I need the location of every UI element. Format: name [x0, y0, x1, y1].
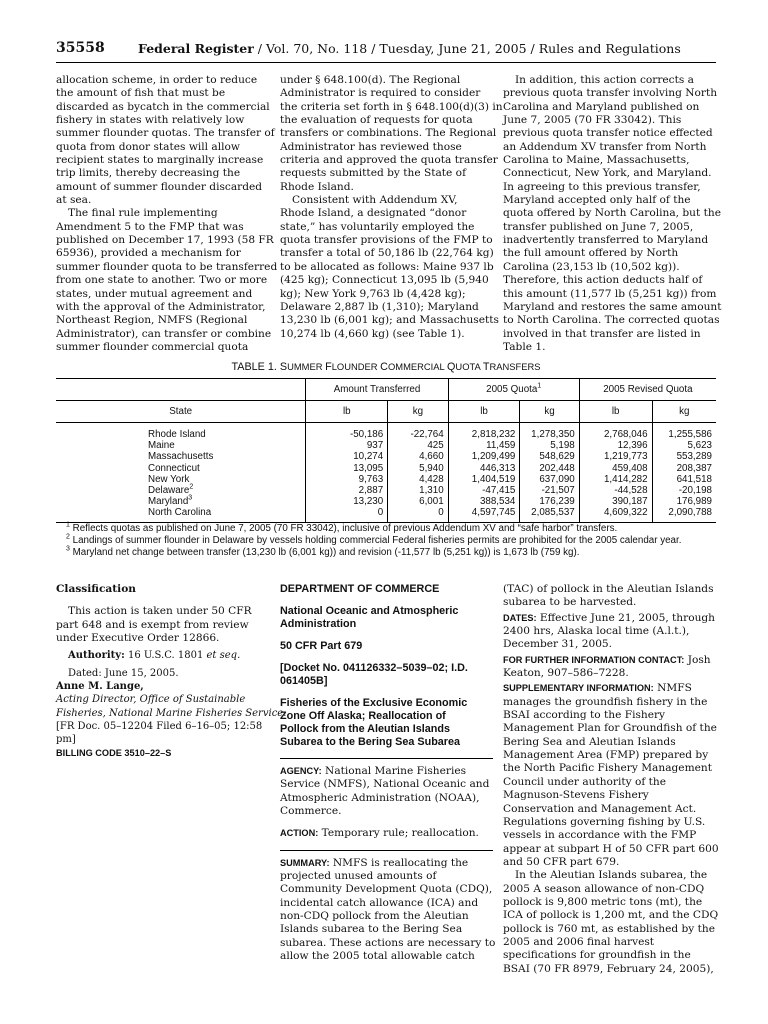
- footnote-mark: 3: [188, 494, 193, 502]
- value: 9,763: [358, 473, 384, 485]
- value: 641,518: [676, 473, 712, 485]
- value: 202,448: [539, 462, 575, 474]
- table-title-part: UMMER: [287, 361, 326, 372]
- footnote-mark: 2: [189, 483, 194, 491]
- table-title-part: OMMERCIAL: [387, 361, 448, 372]
- footnote-mark: 2: [66, 533, 70, 541]
- rule-title-line: Pollock from the Aleutian Islands: [280, 723, 450, 735]
- agency-line: Administration: [280, 618, 357, 630]
- state-name-maryland: [148, 496, 301, 507]
- text-line: allow the 2005 total allowable catch: [280, 950, 475, 963]
- text-line: under § 648.100(d). The Regional: [280, 74, 461, 86]
- value: 13,095: [353, 462, 384, 474]
- header-kg: kg: [388, 401, 449, 423]
- body-column-1: [56, 74, 278, 354]
- footnote: [66, 547, 736, 559]
- value: 548,629: [539, 451, 575, 463]
- rule-title-line: Subarea to the Bering Sea Subarea: [280, 736, 461, 748]
- text-line: an Addendum XV transfer from North: [503, 140, 707, 153]
- value: 0: [377, 507, 384, 519]
- text-line: transfer published on June 7, 2005,: [503, 220, 694, 233]
- text-line: Administrator is required to consider: [280, 87, 481, 100]
- text-line: under Executive Order 12866.: [56, 632, 220, 645]
- text-line: (425 kg); Connecticut 13,095 lb (5,940: [280, 274, 489, 287]
- state-name: Massachusetts: [148, 451, 214, 463]
- dates-block: [503, 612, 716, 652]
- header-lb: lb: [579, 401, 652, 423]
- text-line: 65936), provided a mechanism for: [56, 247, 241, 260]
- body-column-3: [503, 74, 722, 354]
- text-line: Bering Sea and Aleutian Islands: [503, 735, 676, 748]
- state-name: Maryland: [148, 496, 189, 508]
- text-line: subarea. These actions are necessary to: [280, 936, 496, 949]
- text-line: Conservation and Management Act.: [503, 802, 697, 815]
- text-line: Consistent with Addendum XV,: [292, 194, 458, 207]
- section-divider: [280, 758, 493, 759]
- text-line: Council under authority of the: [503, 775, 667, 788]
- text-line: published on December 17, 1993 (58 FR: [56, 234, 274, 247]
- state-name-delaware: [148, 485, 301, 496]
- text-line: with the approval of the Administrator,: [56, 300, 266, 313]
- value: 208,387: [676, 462, 712, 474]
- value: 5,940: [419, 462, 444, 474]
- text-line: Service (NMFS), National Oceanic and: [280, 778, 490, 791]
- text-line: trip limits, thereby decreasing the: [56, 167, 241, 180]
- text-line: part 648 and is exempt from review: [56, 618, 249, 631]
- value: 553,289: [676, 451, 712, 463]
- value: -22,764: [410, 429, 444, 440]
- text-line: specifications for groundfish in the: [503, 949, 691, 962]
- section-divider: [280, 850, 493, 851]
- running-head-text: [138, 41, 681, 56]
- table-group-header-row: [56, 379, 716, 401]
- text-line: from one state to another. Two or more: [56, 274, 268, 287]
- value: 1,278,350: [531, 429, 575, 440]
- value: 1,255,586: [668, 429, 712, 440]
- table-title-part: T: [482, 361, 490, 373]
- header-lb: lb: [306, 401, 388, 423]
- docket-line: [Docket No. 041126332–5039–02; I.D.: [280, 662, 468, 674]
- state-name: Maine: [148, 440, 175, 452]
- table-footnotes: [56, 523, 736, 559]
- table-column-header-row: [56, 401, 716, 423]
- body-column-2: [280, 74, 503, 341]
- table-title: [56, 361, 716, 373]
- footnote-mark: 1: [66, 521, 70, 529]
- revised-kg-cell: [652, 423, 716, 523]
- state-name: North Carolina: [148, 507, 212, 519]
- text-line: Northeast Region, NMFS (Regional: [56, 314, 248, 327]
- text-line: In addition, this action corrects a: [515, 74, 694, 86]
- action-text: Temporary rule; reallocation.: [318, 827, 479, 840]
- text-line: NMFS: [653, 682, 692, 695]
- authority-text: 16 U.S.C. 1801: [124, 650, 207, 662]
- footnote-text: Reflects quotas as published on June 7, 2005 (70 FR 33042), inclusive of previous Addendum XV and “safe harbor” transfers.: [72, 523, 618, 534]
- value: 0: [438, 507, 444, 519]
- table-header-blank: [56, 379, 306, 401]
- text-line: Connecticut, New York, and Maryland.: [503, 167, 712, 180]
- value: 388,534: [479, 496, 516, 508]
- text-line: the evaluation of requests for quota: [280, 114, 473, 127]
- text-line: Carolina (23,153 lb (10,502 kg)).: [503, 260, 680, 273]
- signer-title: Acting Director, Office of Sustainable: [56, 694, 246, 706]
- text-line: December 31, 2005.: [503, 638, 613, 651]
- text-line: Community Development Quota (CDQ),: [280, 883, 493, 896]
- authority-label: Authority:: [68, 650, 125, 662]
- value: 637,090: [539, 473, 575, 485]
- value: 5,623: [687, 440, 712, 452]
- contact-label: FOR FURTHER INFORMATION CONTACT:: [503, 654, 685, 665]
- rule-title-line: Zone Off Alaska; Reallocation of: [280, 710, 446, 722]
- value: 10,274: [353, 451, 384, 463]
- text-line: to be allocated as follows: Maine 937 lb: [280, 260, 494, 273]
- text-line: Maryland accepted only half of the: [503, 194, 691, 207]
- text-line: Maryland and restores the same amount: [503, 300, 722, 313]
- text-line: Administrator has reviewed those: [280, 140, 462, 153]
- text-line: Islands subarea to the Bering Sea: [280, 923, 463, 936]
- running-header: [56, 40, 716, 63]
- text-line: summer flounder quota to be transferred: [56, 260, 278, 273]
- page-number: 35558: [56, 40, 105, 56]
- rule-title-line: Fisheries of the Exclusive Economic: [280, 697, 468, 709]
- text-line: Effective June 21, 2005, through: [536, 611, 716, 624]
- rule-title: [280, 697, 493, 749]
- text-line: 10,274 lb (4,660 kg) (see Table 1).: [280, 327, 465, 340]
- table-title-part: RANSFERS: [489, 361, 541, 372]
- text-line: Management Area (FMP) prepared by: [503, 749, 709, 762]
- text-line: Management Plan for Groundfish of the: [503, 722, 717, 735]
- text-line: amount of summer flounder discarded: [56, 180, 263, 193]
- value: 4,597,745: [471, 507, 516, 519]
- agency-block: [280, 765, 493, 818]
- text-line: Amendment 5 to the FMP that was: [56, 220, 244, 233]
- text-line: NMFS is reallocating the: [329, 856, 469, 869]
- text-line: (TAC) of pollock in the Aleutian Islands: [503, 583, 714, 595]
- authority-line: [56, 649, 263, 662]
- text-line: BSAI according to the Fishery: [503, 709, 666, 722]
- summary-label: SUMMARY:: [280, 857, 330, 868]
- action-label: ACTION:: [280, 828, 319, 839]
- value: 937: [366, 440, 384, 452]
- quota-transfer-table: [56, 378, 716, 523]
- value: 2,085,537: [531, 507, 575, 519]
- text-line: incidental catch allowance (ICA) and: [280, 896, 479, 909]
- docket-line: 061405B]: [280, 675, 328, 687]
- text-line: Therefore, this action deducts half of: [503, 274, 703, 287]
- text-line: Keaton, 907–586–7228.: [503, 667, 629, 680]
- text-line: pollock is 9,800 metric tons (mt), the: [503, 895, 703, 908]
- value: 1,219,773: [603, 451, 648, 463]
- text-line: quota offered by North Carolina, but the: [503, 207, 721, 220]
- signer-title: Fisheries, National Marine Fisheries Service.: [56, 707, 287, 719]
- footnote: [66, 523, 736, 535]
- text-line: Rhode Island, a designated “donor: [280, 207, 467, 220]
- text-line: the North Pacific Fishery Management: [503, 762, 712, 775]
- text-line: inadvertently transferred to Maryland: [503, 234, 709, 247]
- footnote-text: Maryland net change between transfer (13,230 lb (6,001 kg)) and revision (-11,577 lb (5,251 kg)) is 1,673 lb (759 kg).: [72, 547, 580, 558]
- header-amount-transferred: Amount Transferred: [306, 379, 448, 401]
- text-line: vessels in accordance with the FMP: [503, 829, 697, 842]
- text-line: transfer a total of 50,186 lb (22,764 kg): [280, 247, 494, 260]
- text-line: discarded as bycatch in the commercial: [56, 100, 270, 113]
- agency-label: AGENCY:: [280, 766, 322, 776]
- value: 11,459: [486, 440, 516, 452]
- department-heading: DEPARTMENT OF COMMERCE: [280, 583, 440, 595]
- dates-label: DATES:: [503, 612, 537, 623]
- journal-name: Federal Register: [138, 41, 254, 56]
- value: -44,528: [614, 485, 648, 497]
- header-2005-revised-quota: 2005 Revised Quota: [579, 379, 716, 401]
- text-line: manages the groundfish fishery in the: [503, 695, 708, 708]
- value: 390,187: [612, 496, 648, 508]
- value: 2,090,788: [668, 507, 712, 519]
- text-line: at sea.: [56, 194, 92, 207]
- text-line: transfers or combinations. The Regional: [280, 127, 497, 140]
- text-line: The final rule implementing: [68, 207, 218, 220]
- table-title-part: F: [325, 361, 332, 373]
- text-line: quota from donor states will allow: [56, 140, 240, 153]
- value: 425: [427, 440, 444, 452]
- value: 459,408: [612, 462, 648, 474]
- quota-lb-cell: [448, 423, 520, 523]
- value: 2,887: [358, 485, 384, 497]
- text-line: the full amount offered by North: [503, 247, 679, 260]
- text-line: pollock is 760 mt, as established by the: [503, 922, 715, 935]
- value: 176,239: [539, 496, 575, 508]
- text-line: recipient states to marginally increase: [56, 154, 264, 167]
- value: 1,209,499: [471, 451, 516, 463]
- state-name: Delaware: [148, 485, 190, 497]
- text-line: Carolina to Maine, Massachusetts,: [503, 154, 690, 167]
- text-line: requests submitted by the State of: [280, 167, 466, 180]
- text-line: kg); New York 9,763 lb (4,428 kg);: [280, 287, 466, 300]
- table-title-part: C: [380, 361, 388, 373]
- text-line: Carolina and Maryland published on: [503, 100, 700, 113]
- header-2005-quota-label: 2005 Quota: [486, 383, 538, 395]
- text-line: state,” has voluntarily employed the: [280, 220, 475, 233]
- text-line: Administrator), can transfer or combine: [56, 327, 272, 340]
- value: 2,768,046: [603, 429, 648, 440]
- value: 446,313: [479, 462, 516, 474]
- text-line: the amount of fish that must be: [56, 87, 226, 100]
- value: 1,414,282: [603, 473, 648, 485]
- value: -50,186: [349, 429, 384, 440]
- state-name: New York: [148, 473, 190, 485]
- header-kg: kg: [520, 401, 579, 423]
- cfr-part: 50 CFR Part 679: [280, 640, 363, 652]
- issue-details: / Vol. 70, No. 118 / Tuesday, June 21, 2005 / Rules and Regulations: [253, 41, 681, 56]
- value: -20,198: [678, 485, 712, 497]
- supplementary-label: SUPPLEMENTARY INFORMATION:: [503, 683, 654, 694]
- text-line: 2005 and 2006 final harvest: [503, 935, 655, 948]
- text-line: to North Carolina. The corrected quotas: [503, 314, 720, 327]
- value: 1,404,519: [471, 473, 516, 485]
- authority-em: et seq.: [206, 650, 241, 662]
- text-line: fishery in states with relatively low: [56, 114, 245, 127]
- text-line: Atmospheric Administration (NOAA),: [280, 791, 480, 804]
- value: -21,507: [541, 485, 575, 497]
- amount-lb-cell: [306, 423, 388, 523]
- header-state: State: [56, 401, 306, 423]
- dated-line: Dated: June 15, 2005.: [68, 667, 179, 679]
- value: 4,428: [419, 473, 444, 485]
- fr-doc-line: [FR Doc. 05–12204 Filed 6–16–05; 12:58 pm]: [56, 721, 263, 746]
- text-line: Regulations governing fishing by U.S.: [503, 815, 706, 828]
- text-line: In agreeing to this previous transfer,: [503, 180, 701, 193]
- text-line: quota transfer provisions of the FMP to: [280, 234, 493, 247]
- header-lb: lb: [448, 401, 520, 423]
- state-name: Connecticut: [148, 462, 200, 474]
- text-line: Delaware 2,887 lb (1,310); Maryland: [280, 300, 479, 313]
- state-cell: [56, 423, 306, 523]
- text-line: states, under mutual agreement and: [56, 287, 253, 300]
- footnote-text: Landings of summer flounder in Delaware by vessels holding commercial Federal fisheries permits are prohibited for the 2005 calendar year.: [72, 535, 682, 546]
- text-line: Magnuson-Stevens Fishery: [503, 789, 649, 802]
- state-name: Rhode Island: [148, 429, 206, 440]
- text-line: summer flounder commercial quota: [56, 340, 249, 353]
- text-line: and 50 CFR part 679.: [503, 855, 620, 868]
- header-kg: kg: [652, 401, 716, 423]
- summary-block: [280, 856, 496, 964]
- text-line: non-CDQ pollock from the Aleutian: [280, 910, 469, 923]
- value: 6,001: [419, 496, 444, 508]
- table-title-part: UOTA: [455, 361, 483, 372]
- classification-section: [56, 583, 287, 760]
- text-line: involved in that transfer are listed in: [503, 327, 701, 340]
- table-title-part: TABLE 1. S: [231, 361, 288, 373]
- text-line: In the Aleutian Islands subarea, the: [515, 869, 708, 882]
- footnote: [66, 535, 736, 547]
- rule-header-section: [280, 583, 496, 963]
- text-line: 13,230 lb (6,001 kg); and Massachusetts: [280, 314, 499, 327]
- text-line: Table 1.: [503, 340, 546, 353]
- footnote-mark: 1: [537, 382, 542, 390]
- table-title-part: Q: [447, 361, 456, 373]
- text-line: subarea to be harvested.: [503, 596, 637, 609]
- text-line: 2005 A season allowance of non-CDQ: [503, 882, 705, 895]
- value: 2,818,232: [471, 429, 516, 440]
- rule-detail-section: [503, 583, 719, 976]
- text-line: Josh: [684, 653, 711, 666]
- value: 5,198: [550, 440, 575, 452]
- text-line: 2400 hrs, Alaska local time (A.l.t.),: [503, 625, 690, 638]
- supplementary-block: [503, 682, 719, 869]
- table-body-row: [56, 423, 716, 523]
- table-title-part: LOUNDER: [331, 361, 381, 372]
- section-heading: Classification: [56, 583, 136, 595]
- text-line: National Marine Fisheries: [321, 765, 467, 777]
- contact-block: [503, 654, 716, 681]
- value: 1,310: [419, 485, 444, 497]
- text-line: projected unused amounts of: [280, 870, 437, 883]
- text-line: ICA of pollock is 1,200 mt, and the CDQ: [503, 909, 719, 922]
- agency-line: National Oceanic and Atmospheric: [280, 605, 459, 617]
- value: 4,609,322: [603, 507, 648, 519]
- signer-name: Anne M. Lange,: [56, 681, 144, 693]
- text-line: the criteria set forth in § 648.100(d)(3) in: [280, 100, 503, 113]
- value: 12,396: [617, 440, 648, 452]
- docket-number: [280, 662, 493, 688]
- value: -47,415: [482, 485, 516, 497]
- billing-code: BILLING CODE 3510–22–S: [56, 747, 172, 758]
- revised-lb-cell: [579, 423, 652, 523]
- text-line: appear at subpart H of 50 CFR part 600: [503, 842, 719, 855]
- text-line: BSAI (70 FR 8979, February 24, 2005),: [503, 962, 714, 975]
- header-2005-quota: [448, 379, 579, 401]
- value: 13,230: [353, 496, 384, 508]
- footnote-mark: 3: [66, 545, 70, 553]
- text-line: June 7, 2005 (70 FR 33042). This: [503, 114, 682, 127]
- text-line: Commerce.: [280, 805, 342, 818]
- text-line: This action is taken under 50 CFR: [68, 605, 252, 618]
- text-line: previous quota transfer notice effected: [503, 127, 713, 140]
- text-line: allocation scheme, in order to reduce: [56, 74, 258, 86]
- amount-kg-cell: [388, 423, 449, 523]
- action-block: [280, 827, 493, 840]
- text-line: previous quota transfer involving North: [503, 87, 718, 100]
- value: 4,660: [419, 451, 444, 463]
- quota-kg-cell: [520, 423, 579, 523]
- value: 176,989: [676, 496, 712, 508]
- text-line: Rhode Island.: [280, 180, 354, 193]
- text-line: summer flounder quotas. The transfer of: [56, 127, 275, 140]
- text-line: this amount (11,577 lb (5,251 kg)) from: [503, 287, 717, 300]
- text-line: criteria and approved the quota transfer: [280, 154, 498, 167]
- agency-heading: [280, 605, 493, 631]
